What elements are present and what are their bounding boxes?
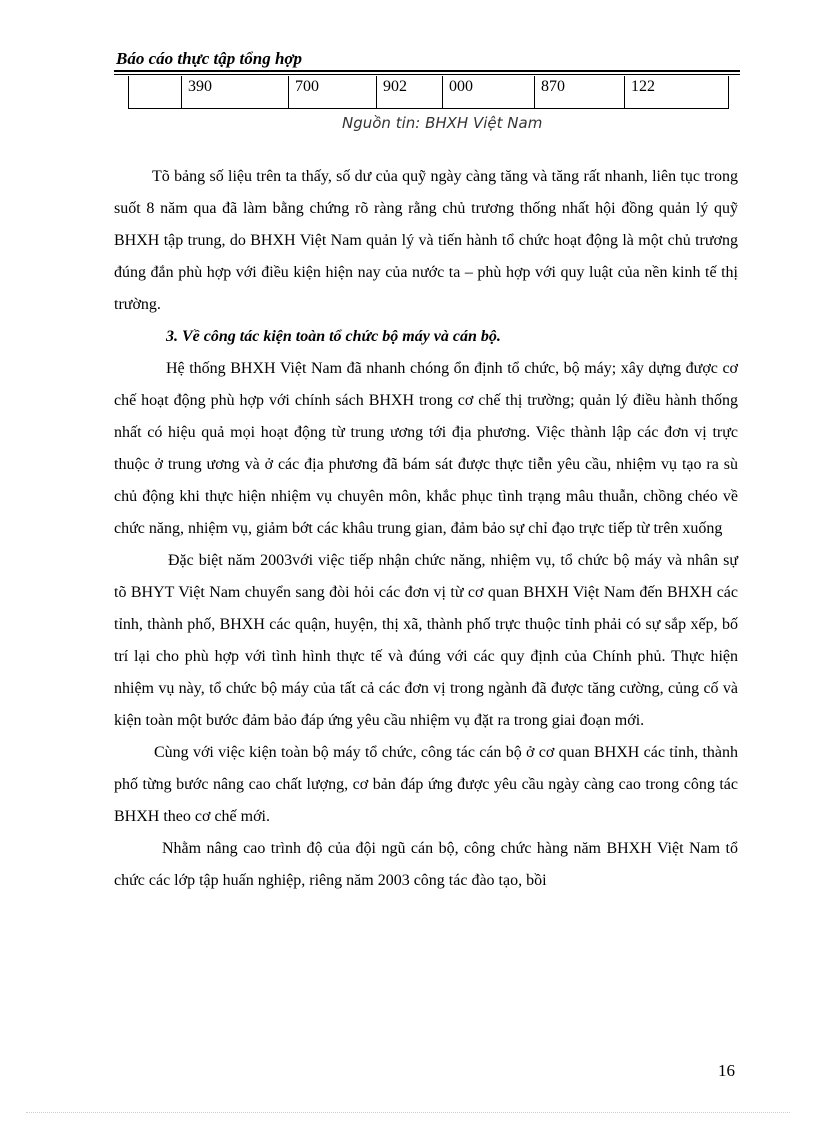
header-rule-thin [114, 74, 740, 75]
table-cell: 122 [625, 76, 729, 109]
table-cell: 390 [182, 76, 289, 109]
paragraph: Cùng với việc kiện toàn bộ máy tổ chức, công tác cán bộ ở cơ quan BHXH các tỉnh, thành phố từng bước nâng cao chất lượng, cơ bản đáp ứng được yêu cầu ngày càng cao trong công tác BHXH theo cơ chế mới. [114, 744, 738, 825]
paragraph: Đặc biệt năm 2003với việc tiếp nhận chức năng, nhiệm vụ, tổ chức bộ máy và nhân sự tõ BHYT Việt Nam chuyển sang đòi hỏi các đơn vị từ cơ quan BHXH Việt Nam đến BHXH các tỉnh, thành phố, BHXH các quận, huyện, thị xã, thành phố trực thuộc tỉnh phải có sự sắp xếp, bố trí lại cho phù hợp với tình hình thực tế và đúng với các quy định của Chính phủ. Thực hiện nhiệm vụ này, tổ chức bộ máy của tất cả các đơn vị trong ngành đã được tăng cường, củng cố và kiện toàn một bước đảm bảo đáp ứng yêu cầu nhiệm vụ đặt ra trong giai đoạn mới. [114, 552, 738, 729]
body-text [114, 161, 738, 897]
header-rule [114, 70, 740, 72]
header-title: Báo cáo thực tập tổng hợp [116, 49, 303, 68]
page-number: 16 [718, 1061, 735, 1080]
table-cell [129, 76, 182, 109]
table-cell: 870 [535, 76, 625, 109]
table-cell: 700 [289, 76, 377, 109]
paragraph: Tõ bảng số liệu trên ta thấy, số dư của quỹ ngày càng tăng và tăng rất nhanh, liên tục trong suốt 8 năm qua đã làm bằng chứng rõ ràng rằng chủ trương thống nhất hội đồng quản lý quỹ BHXH tập trung, do BHXH Việt Nam quản lý và tiến hành tổ chức hoạt động là một chủ trương đúng đắn phù hợp với điều kiện hiện nay của nước ta – phù hợp với quy luật của nền kinh tế thị trường. [114, 168, 738, 313]
table-cell: 902 [377, 76, 443, 109]
paragraph: Nhằm nâng cao trình độ của đội ngũ cán bộ, công chức hàng năm BHXH Việt Nam tổ chức các lớp tập huấn nghiệp, riêng năm 2003 công tác đào tạo, bồi [114, 840, 738, 889]
table-row [129, 76, 729, 109]
footer-rule [26, 1112, 790, 1113]
paragraph: Hệ thống BHXH Việt Nam đã nhanh chóng ổn định tổ chức, bộ máy; xây dựng được cơ chế hoạt động phù hợp với chính sách BHXH trong cơ chế thị trường; quản lý điều hành thống nhất có hiệu quả mọi hoạt động từ trung ương tới địa phương. Việc thành lập các đơn vị trực thuộc ở trung ương và ở các địa phương đã bám sát được thực tiễn yêu cầu, nhiệm vụ tạo ra sù chủ động khi thực hiện nhiệm vụ chuyên môn, khắc phục tình trạng mâu thuẫn, chồng chéo về chức năng, nhiệm vụ, giảm bớt các khâu trung gian, đảm bảo sự chỉ đạo trực tiếp từ trên xuống [114, 360, 738, 537]
data-table [128, 76, 729, 109]
section-heading: 3. Về công tác kiện toàn tổ chức bộ máy và cán bộ. [166, 328, 501, 345]
table-source-note: Nguồn tin: BHXH Việt Nam [342, 114, 543, 132]
table-cell: 000 [443, 76, 535, 109]
